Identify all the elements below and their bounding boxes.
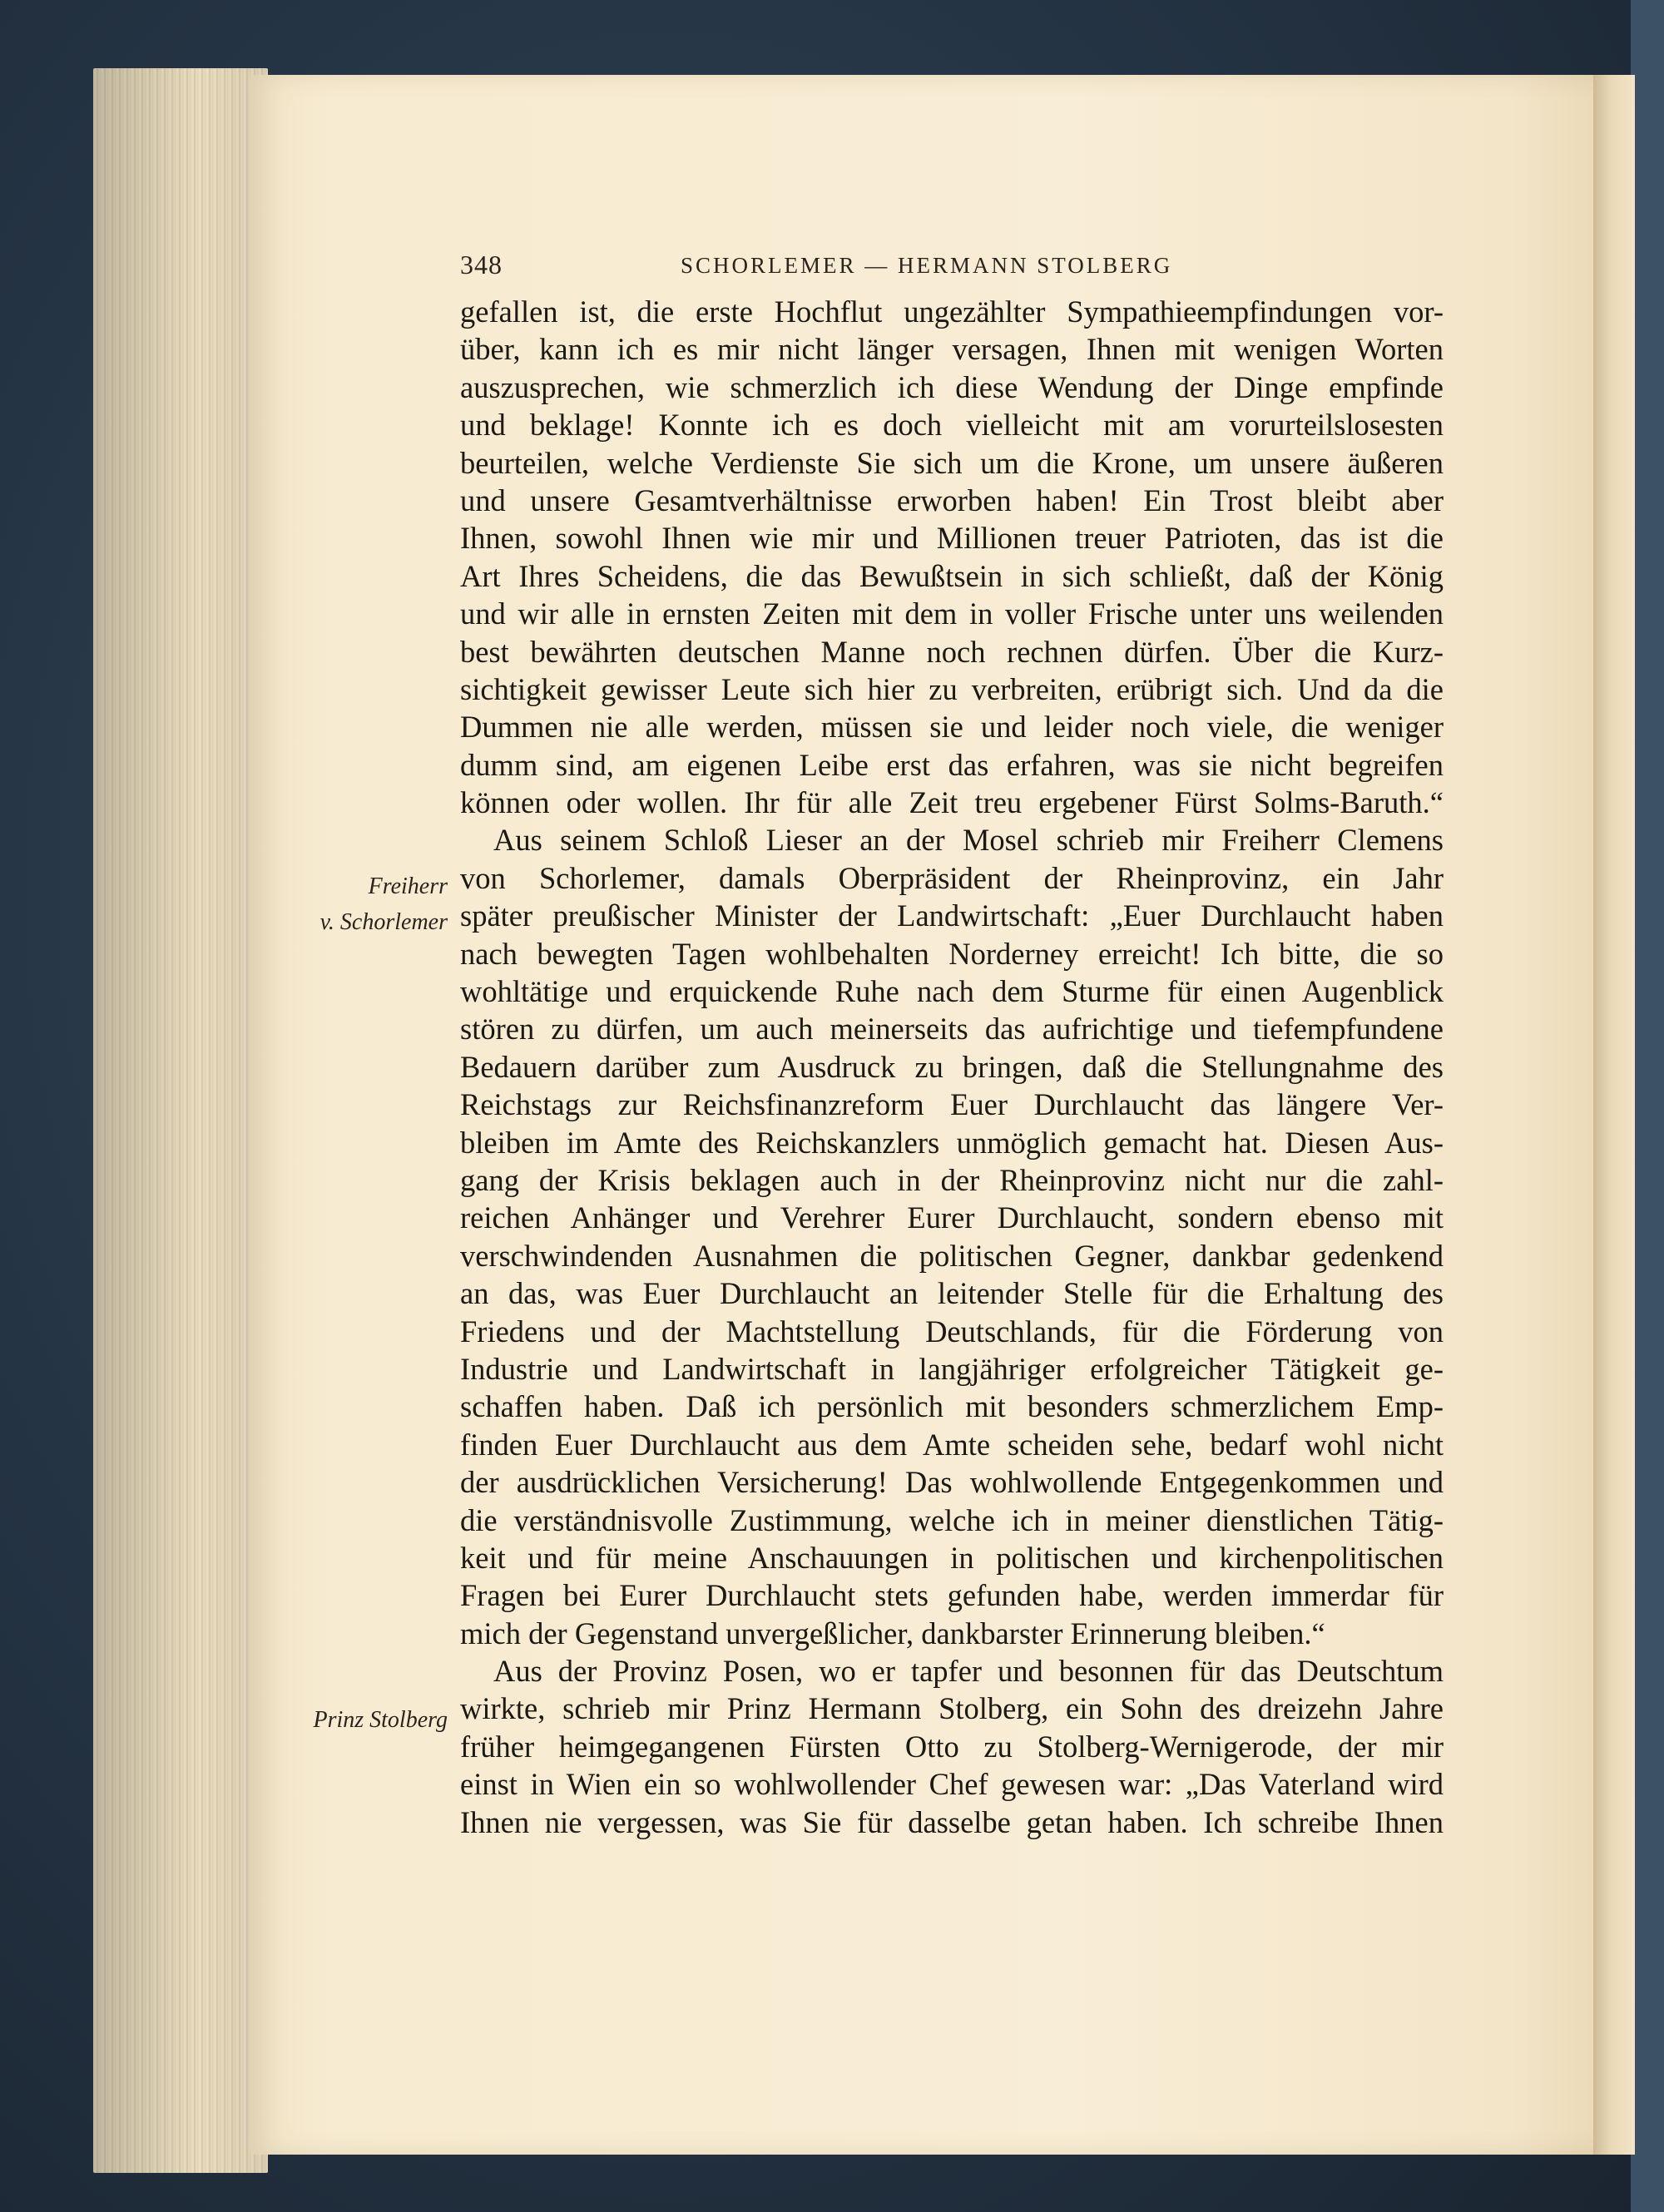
- text-line: Ihnen nie vergessen, was Sie für dasselbe getan haben. Ich schreibe Ihnen: [460, 1804, 1444, 1839]
- margin-note-prinz-stolberg: Prinz Stolberg: [313, 1707, 448, 1733]
- text-line: best bewährten deutschen Manne noch rechnen dürfen. Über die Kurz-: [460, 634, 1444, 669]
- text-line: Bedauern darüber zum Ausdruck zu bringen, daß die Stellungnahme des: [460, 1049, 1444, 1084]
- text-line: nach bewegten Tagen wohlbehalten Norderney erreicht! Ich bitte, die so: [460, 936, 1444, 971]
- text-line: Aus der Provinz Posen, wo er tapfer und besonnen für das Deutschtum: [493, 1654, 1444, 1689]
- text-line: können oder wollen. Ihr für alle Zeit treu ergebener Fürst Solms-Baruth.“: [460, 785, 1444, 820]
- text-line: mich der Gegenstand unvergeßlicher, dankbarster Erinnerung bleiben.“: [460, 1616, 1325, 1650]
- text-line: gefallen ist, die erste Hochflut ungezählter Sympathieempfindungen vor-: [460, 294, 1444, 329]
- running-head: SCHORLEMER — HERMANN STOLBERG: [681, 253, 1173, 278]
- text-line: Aus seinem Schloß Lieser an der Mosel schrieb mir Freiherr Clemens: [493, 823, 1444, 858]
- text-line: Dummen nie alle werden, müssen sie und leider noch viele, die weniger: [460, 710, 1444, 745]
- text-line: früher heimgegangenen Fürsten Otto zu Stolberg-Wernigerode, der mir: [460, 1729, 1444, 1764]
- text-line: finden Euer Durchlaucht aus dem Amte scheiden sehe, bedarf wohl nicht: [460, 1427, 1444, 1462]
- text-line: Art Ihres Scheidens, die das Bewußtsein in sich schließt, daß der König: [460, 558, 1444, 593]
- text-line: bleiben im Amte des Reichskanzlers unmöglich gemacht hat. Diesen Aus-: [460, 1125, 1444, 1160]
- text-line: und wir alle in ernsten Zeiten mit dem in voller Frische unter uns weilenden: [460, 596, 1444, 631]
- text-line: wirkte, schrieb mir Prinz Hermann Stolberg, ein Sohn des dreizehn Jahre: [460, 1691, 1444, 1726]
- book-cover-right-edge: [1631, 0, 1664, 2212]
- text-line: die verständnisvolle Zustimmung, welche ich in meiner dienstlichen Tätig-: [460, 1502, 1444, 1537]
- text-line: an das, was Euer Durchlaucht an leitender Stelle für die Erhaltung des: [460, 1276, 1444, 1311]
- text-line: über, kann ich es mir nicht länger versagen, Ihnen mit wenigen Worten: [460, 332, 1444, 367]
- text-line: von Schorlemer, damals Oberpräsident der Rheinprovinz, ein Jahr: [460, 860, 1444, 895]
- text-line: Industrie und Landwirtschaft in langjähriger erfolgreicher Tätigkeit ge-: [460, 1351, 1444, 1386]
- margin-note-freiherr: Freiherr: [368, 873, 448, 899]
- text-line: auszusprechen, wie schmerzlich ich diese Wendung der Dinge empfinde: [460, 369, 1444, 404]
- text-line: später preußischer Minister der Landwirtschaft: „Euer Durchlaucht haben: [460, 898, 1444, 933]
- text-line: beurteilen, welche Verdienste Sie sich um die Krone, um unsere äußeren: [460, 445, 1444, 480]
- text-line: und unsere Gesamtverhältnisse erworben haben! Ein Trost bleibt aber: [460, 482, 1444, 517]
- facing-page-edge: [1593, 75, 1635, 2155]
- text-line: schaffen haben. Daß ich persönlich mit besonders schmerzlichem Emp-: [460, 1389, 1444, 1424]
- text-line: Fragen bei Eurer Durchlaucht stets gefunden habe, werden immerdar für: [460, 1578, 1444, 1613]
- text-line: dumm sind, am eigenen Leibe erst das erfahren, was sie nicht begreifen: [460, 747, 1444, 782]
- page-edges-shadow: [93, 68, 268, 2173]
- text-line: Ihnen, sowohl Ihnen wie mir und Millionen treuer Patrioten, das ist die: [460, 521, 1444, 556]
- text-line: sichtigkeit gewisser Leute sich hier zu verbreiten, erübrigt sich. Und da die: [460, 671, 1444, 706]
- text-line: wohltätige und erquickende Ruhe nach dem Sturme für einen Augenblick: [460, 974, 1444, 1009]
- text-line: gang der Krisis beklagen auch in der Rheinprovinz nicht nur die zahl-: [460, 1162, 1444, 1197]
- body-text: [460, 293, 1444, 1841]
- page-header: [460, 250, 1442, 283]
- text-line: stören zu dürfen, um auch meinerseits das aufrichtige und tiefempfundene: [460, 1012, 1444, 1047]
- text-line: der ausdrücklichen Versicherung! Das wohlwollende Entgegenkommen und: [460, 1465, 1444, 1500]
- text-line: Reichstags zur Reichsfinanzreform Euer Durchlaucht das längere Ver-: [460, 1087, 1444, 1122]
- text-line: einst in Wien ein so wohlwollender Chef gewesen war: „Das Vaterland wird: [460, 1767, 1444, 1802]
- text-line: reichen Anhänger und Verehrer Eurer Durchlaucht, sondern ebenso mit: [460, 1200, 1444, 1235]
- margin-note-schorlemer: v. Schorlemer: [319, 909, 448, 935]
- page-number: 348: [460, 250, 503, 280]
- text-line: und beklage! Konnte ich es doch vielleicht mit am vorurteilslosesten: [460, 408, 1444, 443]
- text-line: verschwindenden Ausnahmen die politischen Gegner, dankbar gedenkend: [460, 1238, 1444, 1273]
- text-line: Friedens und der Machtstellung Deutschlands, für die Förderung von: [460, 1314, 1444, 1348]
- text-line: keit und für meine Anschauungen in politischen und kirchenpolitischen: [460, 1540, 1444, 1575]
